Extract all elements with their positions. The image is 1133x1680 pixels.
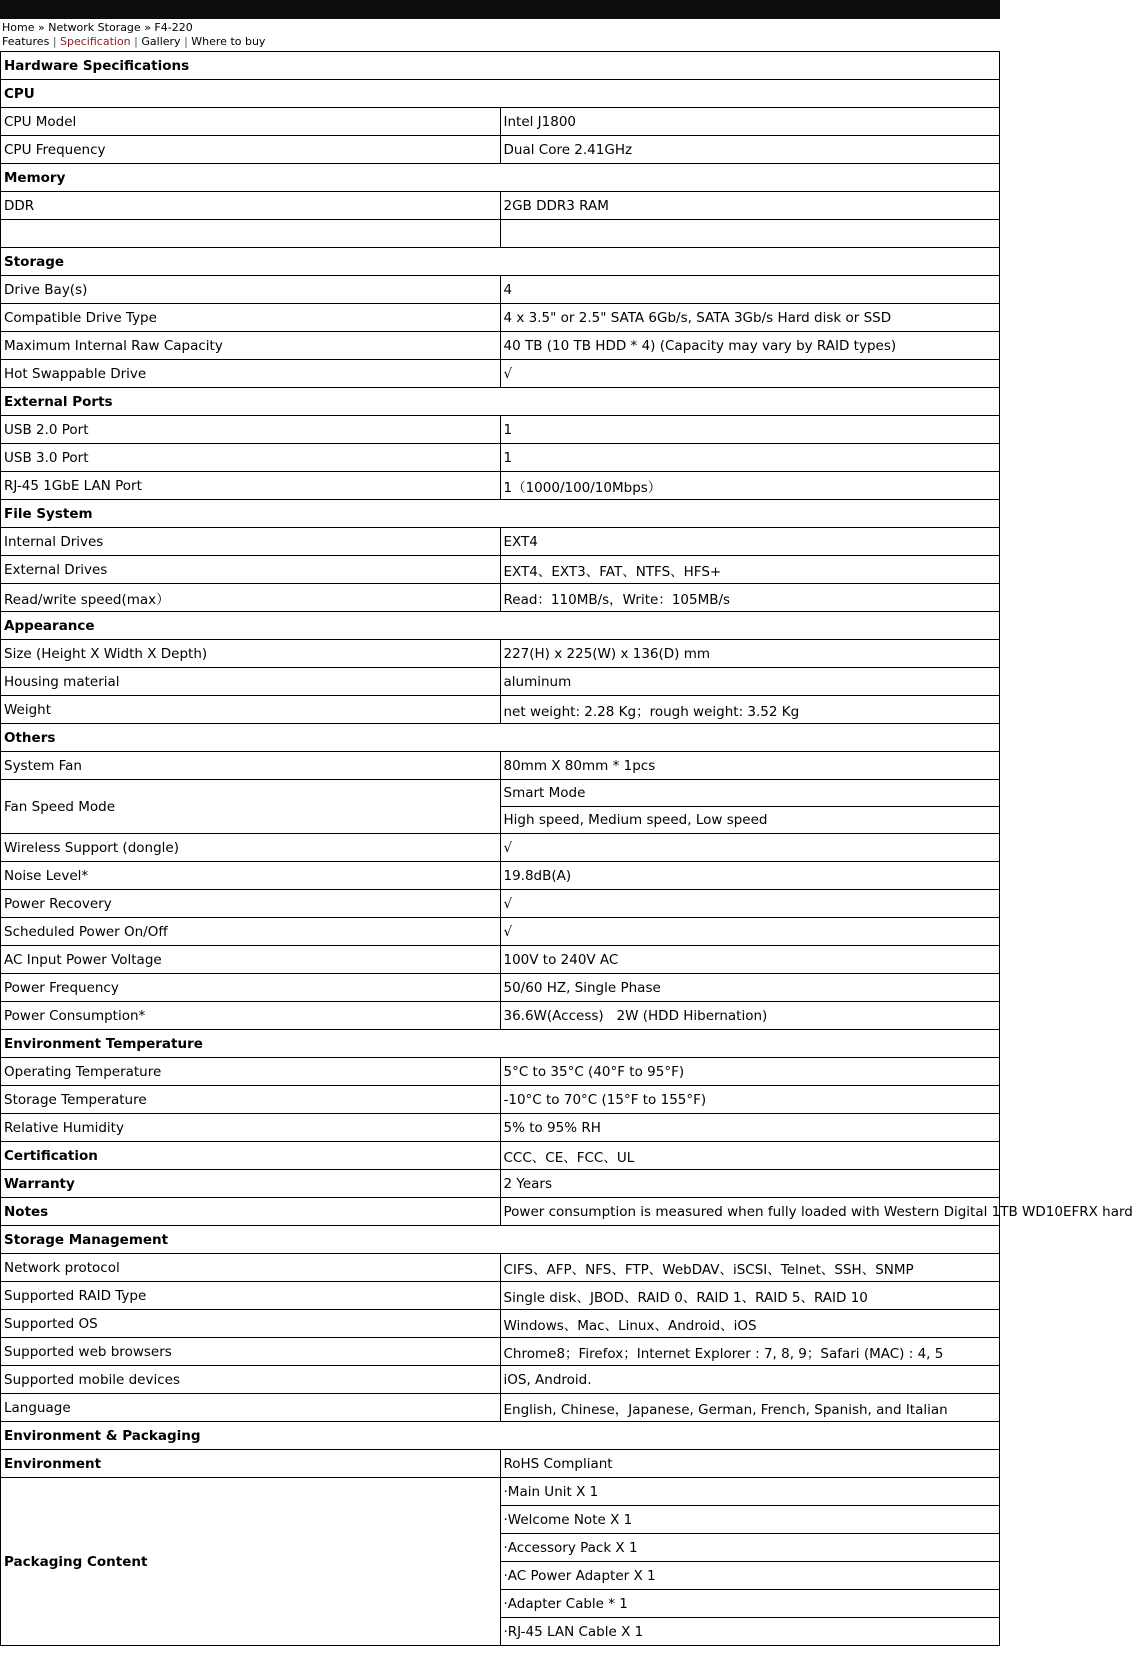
spec-value: CIFS、AFP、NFS、FTP、WebDAV、iSCSI、Telnet、SSH、SNMP: [500, 1254, 1000, 1282]
spec-key: Notes: [1, 1198, 501, 1226]
spec-key-empty: [1, 220, 501, 248]
spec-value: 1: [500, 444, 1000, 472]
spec-key: Warranty: [1, 1170, 501, 1198]
section-title: Memory: [1, 164, 1000, 192]
spec-value: aluminum: [500, 668, 1000, 696]
spec-row: [1, 1338, 1000, 1366]
spec-row: [1, 1170, 1000, 1198]
package-item: ·RJ-45 LAN Cable X 1: [500, 1618, 1000, 1646]
section-title: External Ports: [1, 388, 1000, 416]
package-item: ·Accessory Pack X 1: [500, 1534, 1000, 1562]
spec-key: Relative Humidity: [1, 1114, 501, 1142]
spec-row: [1, 1254, 1000, 1282]
spec-key: Power Recovery: [1, 890, 501, 918]
spec-key: AC Input Power Voltage: [1, 946, 501, 974]
spec-row: [1, 1478, 1000, 1506]
spec-row: [1, 444, 1000, 472]
spec-row: [1, 1002, 1000, 1030]
spec-row: [1, 668, 1000, 696]
spec-row: [1, 528, 1000, 556]
section-row: [1, 1422, 1000, 1450]
spec-value: Intel J1800: [500, 108, 1000, 136]
spec-row: [1, 472, 1000, 500]
spec-key: Supported RAID Type: [1, 1282, 501, 1310]
section-row: [1, 80, 1000, 108]
spec-value: Read：110MB/s，Write：105MB/s: [500, 584, 1000, 612]
spec-key: Housing material: [1, 668, 501, 696]
spec-key: Supported mobile devices: [1, 1366, 501, 1394]
section-title: Hardware Specifications: [1, 52, 1000, 80]
spec-key: Read/write speed(max）: [1, 584, 501, 612]
spec-row: [1, 862, 1000, 890]
spec-value: English, Chinese，Japanese, German, French, Spanish, and Italian: [500, 1394, 1000, 1422]
section-row: [1, 612, 1000, 640]
spec-row: [1, 696, 1000, 724]
spec-value: 1: [500, 416, 1000, 444]
spec-key: Network protocol: [1, 1254, 501, 1282]
spec-key: Weight: [1, 696, 501, 724]
spec-key: Packaging Content: [1, 1478, 501, 1646]
top-bar: [0, 0, 1000, 19]
package-item: ·AC Power Adapter X 1: [500, 1562, 1000, 1590]
spec-key: CPU Model: [1, 108, 501, 136]
spec-key: Supported OS: [1, 1310, 501, 1338]
spec-value: 40 TB (10 TB HDD * 4) (Capacity may vary by RAID types): [500, 332, 1000, 360]
spec-key: DDR: [1, 192, 501, 220]
spec-value: 19.8dB(A): [500, 862, 1000, 890]
spec-row: [1, 1282, 1000, 1310]
spec-value: 4 x 3.5" or 2.5" SATA 6Gb/s, SATA 3Gb/s Hard disk or SSD: [500, 304, 1000, 332]
check-icon: √: [500, 890, 1000, 918]
spec-key: CPU Frequency: [1, 136, 501, 164]
check-icon: √: [500, 918, 1000, 946]
spec-key: Maximum Internal Raw Capacity: [1, 332, 501, 360]
spec-row: [1, 584, 1000, 612]
spec-value: Single disk、JBOD、RAID 0、RAID 1、RAID 5、RAID 10: [500, 1282, 1000, 1310]
spec-key: Internal Drives: [1, 528, 501, 556]
breadcrumb-current[interactable]: F4-220: [154, 21, 193, 34]
spec-table: [0, 51, 1133, 1646]
section-row: [1, 1030, 1000, 1058]
breadcrumb-separator: »: [144, 21, 151, 34]
spec-row: [1, 1198, 1000, 1226]
spec-value: 100V to 240V AC: [500, 946, 1000, 974]
spec-key: Size (Height X Width X Depth): [1, 640, 501, 668]
tab-separator: |: [52, 35, 57, 48]
spec-row: [1, 1310, 1000, 1338]
spec-row: [1, 834, 1000, 862]
package-item: ·Main Unit X 1: [500, 1478, 1000, 1506]
package-item: ·Welcome Note X 1: [500, 1506, 1000, 1534]
spec-row: [1, 1394, 1000, 1422]
section-row: [1, 248, 1000, 276]
tab-features[interactable]: Features: [2, 35, 50, 48]
spec-key: USB 3.0 Port: [1, 444, 501, 472]
breadcrumb-home[interactable]: Home: [2, 21, 35, 34]
tab-separator: |: [184, 35, 188, 48]
spec-value: 2 Years: [500, 1170, 1000, 1198]
spec-row: [1, 276, 1000, 304]
spec-value: EXT4、EXT3、FAT、NTFS、HFS+: [500, 556, 1000, 584]
spec-row: [1, 752, 1000, 780]
tab-separator: |: [134, 35, 138, 48]
spec-key: Wireless Support (dongle): [1, 834, 501, 862]
spec-key: USB 2.0 Port: [1, 416, 501, 444]
spec-row: [1, 974, 1000, 1002]
section-row: [1, 164, 1000, 192]
spec-key: External Drives: [1, 556, 501, 584]
spec-row: [1, 918, 1000, 946]
spec-value: -10°C to 70°C (15°F to 155°F): [500, 1086, 1000, 1114]
spec-row: [1, 192, 1000, 220]
section-title: Others: [1, 724, 1000, 752]
spec-value: 4: [500, 276, 1000, 304]
section-title: Storage Management: [1, 1226, 1000, 1254]
spec-row: [1, 1450, 1000, 1478]
check-icon: √: [500, 834, 1000, 862]
spec-key: Power Consumption*: [1, 1002, 501, 1030]
spec-row: [1, 360, 1000, 388]
spec-value: 1（1000/100/10Mbps）: [500, 472, 1000, 500]
spec-value: net weight: 2.28 Kg；rough weight: 3.52 Kg: [500, 696, 1000, 724]
spec-key: Certification: [1, 1142, 501, 1170]
spec-value: 5°C to 35°C (40°F to 95°F): [500, 1058, 1000, 1086]
tab-gallery[interactable]: Gallery: [141, 35, 181, 48]
spec-row: [1, 1086, 1000, 1114]
breadcrumb: [0, 21, 1000, 35]
spec-key: Environment: [1, 1450, 501, 1478]
spec-value: 227(H) x 225(W) x 136(D) mm: [500, 640, 1000, 668]
spec-row: [1, 946, 1000, 974]
spec-value: 50/60 HZ, Single Phase: [500, 974, 1000, 1002]
spec-row: [1, 1366, 1000, 1394]
spec-value: High speed, Medium speed, Low speed: [500, 807, 1000, 834]
spec-value: Dual Core 2.41GHz: [500, 136, 1000, 164]
tab-where-to-buy[interactable]: Where to buy: [191, 35, 266, 48]
section-row: [1, 724, 1000, 752]
spec-key: Language: [1, 1394, 501, 1422]
spec-key: Fan Speed Mode: [1, 780, 501, 834]
spec-value: Power consumption is measured when fully loaded with Western Digital 1TB WD10EFRX hard: [500, 1198, 1000, 1226]
spec-value: CCC、CE、FCC、UL: [500, 1142, 1000, 1170]
spec-row: [1, 332, 1000, 360]
spec-key: Supported web browsers: [1, 1338, 501, 1366]
spec-key: Operating Temperature: [1, 1058, 501, 1086]
empty-row: [1, 220, 1000, 248]
spec-row: [1, 1058, 1000, 1086]
spec-value: iOS, Android.: [500, 1366, 1000, 1394]
spec-value: 36.6W(Access) 2W (HDD Hibernation): [500, 1002, 1000, 1030]
section-title: CPU: [1, 80, 1000, 108]
section-title: Environment & Packaging: [1, 1422, 1000, 1450]
section-title: Storage: [1, 248, 1000, 276]
spec-key: RJ-45 1GbE LAN Port: [1, 472, 501, 500]
section-title: Environment Temperature: [1, 1030, 1000, 1058]
spec-row: [1, 304, 1000, 332]
spec-value: Windows、Mac、Linux、Android、iOS: [500, 1310, 1000, 1338]
spec-row: [1, 1114, 1000, 1142]
spec-row: [1, 108, 1000, 136]
section-row: [1, 52, 1000, 80]
section-title: File System: [1, 500, 1000, 528]
spec-row: [1, 890, 1000, 918]
spec-value: RoHS Compliant: [500, 1450, 1000, 1478]
spec-key: Compatible Drive Type: [1, 304, 501, 332]
spec-key: Storage Temperature: [1, 1086, 501, 1114]
spec-key: Drive Bay(s): [1, 276, 501, 304]
spec-value-empty: [500, 220, 1000, 248]
package-item: ·Adapter Cable * 1: [500, 1590, 1000, 1618]
spec-row: [1, 136, 1000, 164]
spec-value: 2GB DDR3 RAM: [500, 192, 1000, 220]
spec-row: [1, 416, 1000, 444]
section-title: Appearance: [1, 612, 1000, 640]
spec-row: [1, 640, 1000, 668]
spec-row: [1, 1142, 1000, 1170]
spec-key: System Fan: [1, 752, 501, 780]
spec-value: EXT4: [500, 528, 1000, 556]
section-row: [1, 388, 1000, 416]
spec-key: Noise Level*: [1, 862, 501, 890]
section-row: [1, 500, 1000, 528]
check-icon: √: [500, 360, 1000, 388]
spec-key: Hot Swappable Drive: [1, 360, 501, 388]
spec-row: [1, 556, 1000, 584]
spec-value: 80mm X 80mm * 1pcs: [500, 752, 1000, 780]
spec-value: 5% to 95% RH: [500, 1114, 1000, 1142]
section-row: [1, 1226, 1000, 1254]
spec-value: Chrome8；Firefox；Internet Explorer : 7, 8, 9；Safari (MAC) : 4, 5: [500, 1338, 1000, 1366]
spec-key: Scheduled Power On/Off: [1, 918, 501, 946]
breadcrumb-network-storage[interactable]: Network Storage: [48, 21, 141, 34]
product-tabs: [0, 35, 1000, 49]
spec-value: Smart Mode: [500, 780, 1000, 807]
tab-specification[interactable]: Specification: [60, 35, 131, 48]
spec-key: Power Frequency: [1, 974, 501, 1002]
spec-row: [1, 780, 1000, 807]
breadcrumb-separator: »: [37, 21, 45, 34]
